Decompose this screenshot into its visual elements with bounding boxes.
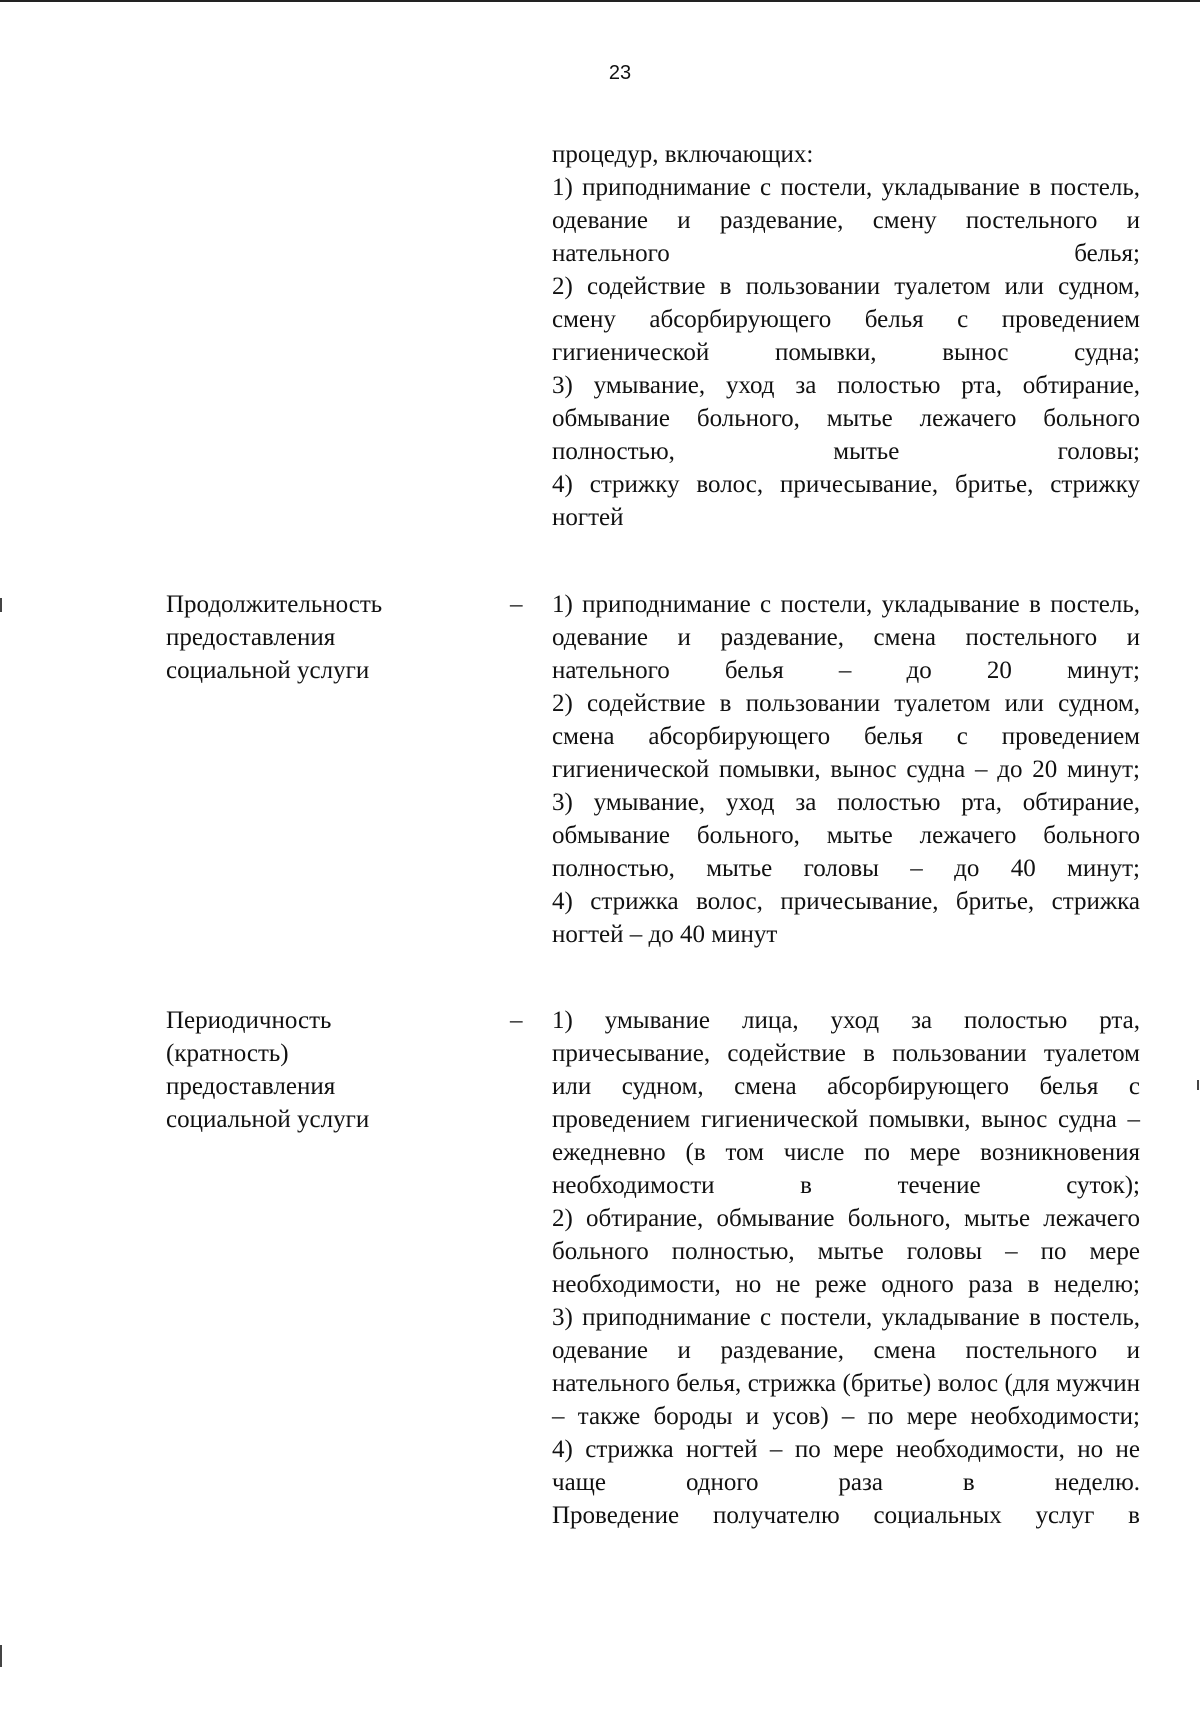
continuation-text [552, 138, 1140, 534]
frequency-label-line: (кратность) [166, 1040, 289, 1067]
duration-paragraph: 1) приподнимание с постели, укладывание в постель, одевание и раздевание, смена постельного и нательного белья – до 20 минут; [552, 591, 1140, 684]
duration-paragraph: 4) стрижка волос, причесывание, бритье, стрижка ногтей – до 40 минут [552, 888, 1140, 948]
frequency-paragraph: 2) обтирание, обмывание больного, мытье лежачего больного полностью, мытье головы – по мере необходимости, но не реже одного раза в неделю; [552, 1205, 1140, 1298]
frequency-label [166, 1004, 466, 1136]
frequency-paragraph: 4) стрижка ногтей – по мере необходимости, но не чаще одного раза в неделю. [552, 1436, 1140, 1496]
continuation-paragraph: 1) приподнимание с постели, укладывание в постель, одевание и раздевание, смену постельного и нательного белья; [552, 174, 1140, 267]
continuation-paragraph: 2) содействие в пользовании туалетом или судном, смену абсорбирующего белья с проведением гигиенической помывки, вынос судна; [552, 273, 1140, 366]
duration-paragraph: 3) умывание, уход за полостью рта, обтирание, обмывание больного, мытье лежачего больного полностью, мытье головы – до 40 минут; [552, 789, 1140, 882]
duration-dash: – [510, 591, 523, 618]
scan-artifact-right [1197, 1080, 1199, 1090]
continuation-paragraph: 3) умывание, уход за полостью рта, обтирание, обмывание больного, мытье лежачего больного полностью, мытье головы; [552, 372, 1140, 465]
frequency-label-line: социальной услуги [166, 1106, 370, 1133]
duration-paragraph: 2) содействие в пользовании туалетом или судном, смена абсорбирующего белья с проведением гигиенической помывки, вынос судна – до 20 минут; [552, 690, 1140, 783]
continuation-paragraph: 4) стрижку волос, причесывание, бритье, стрижку ногтей [552, 471, 1140, 531]
frequency-dash: – [510, 1007, 523, 1034]
scan-artifact-left-1 [0, 598, 2, 612]
duration-label [166, 588, 466, 687]
duration-label-line: предоставления [166, 624, 336, 651]
frequency-label-line: предоставления [166, 1073, 336, 1100]
top-border-line [0, 0, 1200, 2]
frequency-paragraph: 1) умывание лица, уход за полостью рта, причесывание, содействие в пользовании туалетом или судном, смена абсорбирующего белья с проведением гигиенической помывки, вынос судна – ежедневно (в том числе по мере возникновения необходимости в течение суток); [552, 1007, 1140, 1199]
scan-artifact-left-2 [0, 1645, 2, 1667]
frequency-label-line: Периодичность [166, 1007, 332, 1034]
duration-label-line: социальной услуги [166, 657, 370, 684]
frequency-paragraph: Проведение получателю социальных услуг в [552, 1502, 1140, 1529]
duration-text [552, 588, 1140, 951]
frequency-text [552, 1004, 1140, 1532]
duration-label-line: Продолжительность [166, 591, 383, 618]
frequency-paragraph: 3) приподнимание с постели, укладывание в постель, одевание и раздевание, смена постельного и нательного белья, стрижка (бритье) волос (для мужчин – также бороды и усов) – по мере необходимости; [552, 1304, 1140, 1430]
page-number: 23 [608, 62, 632, 84]
continuation-paragraph: процедур, включающих: [552, 141, 814, 168]
